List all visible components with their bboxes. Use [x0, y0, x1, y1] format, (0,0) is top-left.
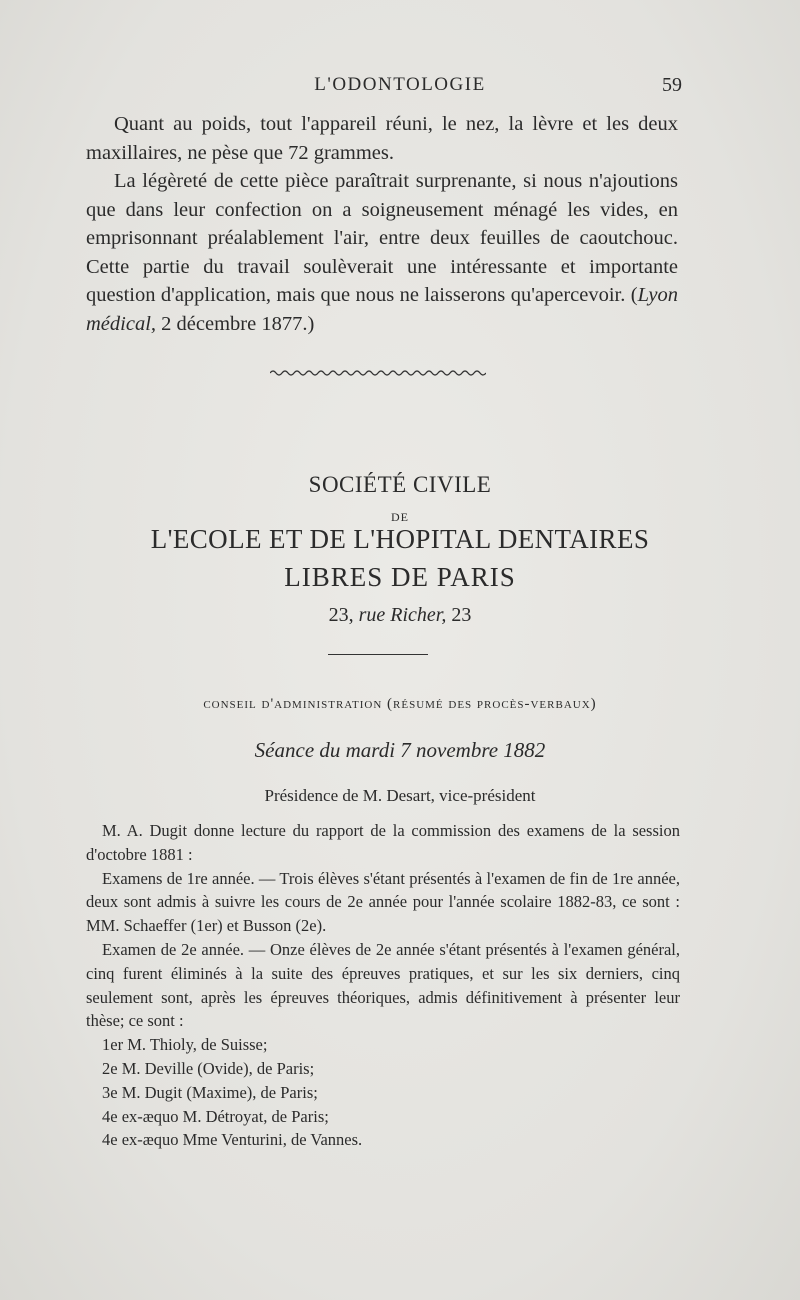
list-item: 4e ex-æquo M. Détroyat, de Paris;	[102, 1106, 329, 1126]
page-number: 59	[662, 74, 682, 96]
paragraph-lightness	[86, 167, 678, 338]
paragraph-lightness-text: La légèreté de cette pièce paraîtrait surprenante, si nous n'ajoutions que dans leur confection on a soigneusement ménagé les vides, en emprisonnant préalablement l'air, entre deux feuilles de caoutchouc. Cette partie du travail soulèverait une intéressante et importante question d'application, mais que nous ne laisserons qu'apercevoir.	[86, 170, 678, 306]
journal-title: L'ODONTOLOGIE	[314, 74, 486, 95]
section-divider	[328, 654, 428, 655]
article-end	[86, 110, 678, 338]
citation-title: Lyon médical,	[86, 284, 678, 335]
minutes-paragraph-3: Examen de 2e année. — Onze élèves de 2e année s'étant présentés à l'examen général, cinq furent éliminés à la suite des épreuves pratiques, et sur les six derniers, cinq seulement sont, après les épreuves théoriques, admis définitivement à présenter leur thèse; ce sont :	[86, 939, 680, 1031]
wavy-ornament	[270, 368, 486, 378]
paragraph-weight: Quant au poids, tout l'appareil réuni, le nez, la lèvre et les deux maxillaires, ne pèse que 72 grammes.	[86, 113, 678, 164]
minutes-paragraph-2: Examens de 1re année. — Trois élèves s'étant présentés à l'examen de fin de 1re année, deux sont admis à suivre les cours de 2e année pour l'année scolaire 1882-83, ce sont : MM. Schaeffer (1er) et Busson (2e).	[86, 868, 680, 936]
presidence-line: Présidence de M. Desart, vice-président	[264, 786, 536, 805]
citation-date: 2 décembre 1877.)	[156, 312, 315, 335]
minutes-body	[86, 819, 680, 1152]
address-number: 23,	[328, 604, 354, 626]
section-title-de: DE	[391, 510, 409, 524]
list-item: 3e M. Dugit (Maxime), de Paris;	[102, 1082, 318, 1102]
citation-open: (	[630, 284, 638, 306]
section-address	[0, 604, 800, 627]
seance-heading: Séance du mardi 7 novembre 1882	[254, 738, 546, 762]
running-header	[0, 72, 800, 102]
minutes-paragraph-1: M. A. Dugit donne lecture du rapport de la commission des examens de la session d'octobre 1881 :	[86, 821, 680, 864]
section-title-libres: LIBRES DE PARIS	[284, 562, 516, 592]
address-street: rue Richer,	[358, 604, 447, 626]
section-title-societe: SOCIÉTÉ CIVILE	[308, 472, 492, 497]
section-title-ecole: L'ECOLE ET DE L'HOPITAL DENTAIRES	[150, 524, 650, 554]
conseil-heading: conseil d'administration (résumé des procès-verbaux)	[203, 696, 597, 712]
list-item: 1er M. Thioly, de Suisse;	[102, 1035, 268, 1055]
list-item: 4e ex-æquo Mme Venturini, de Vannes.	[102, 1130, 363, 1150]
list-item: 2e M. Deville (Ovide), de Paris;	[102, 1058, 315, 1078]
address-number-end: 23	[451, 604, 472, 626]
